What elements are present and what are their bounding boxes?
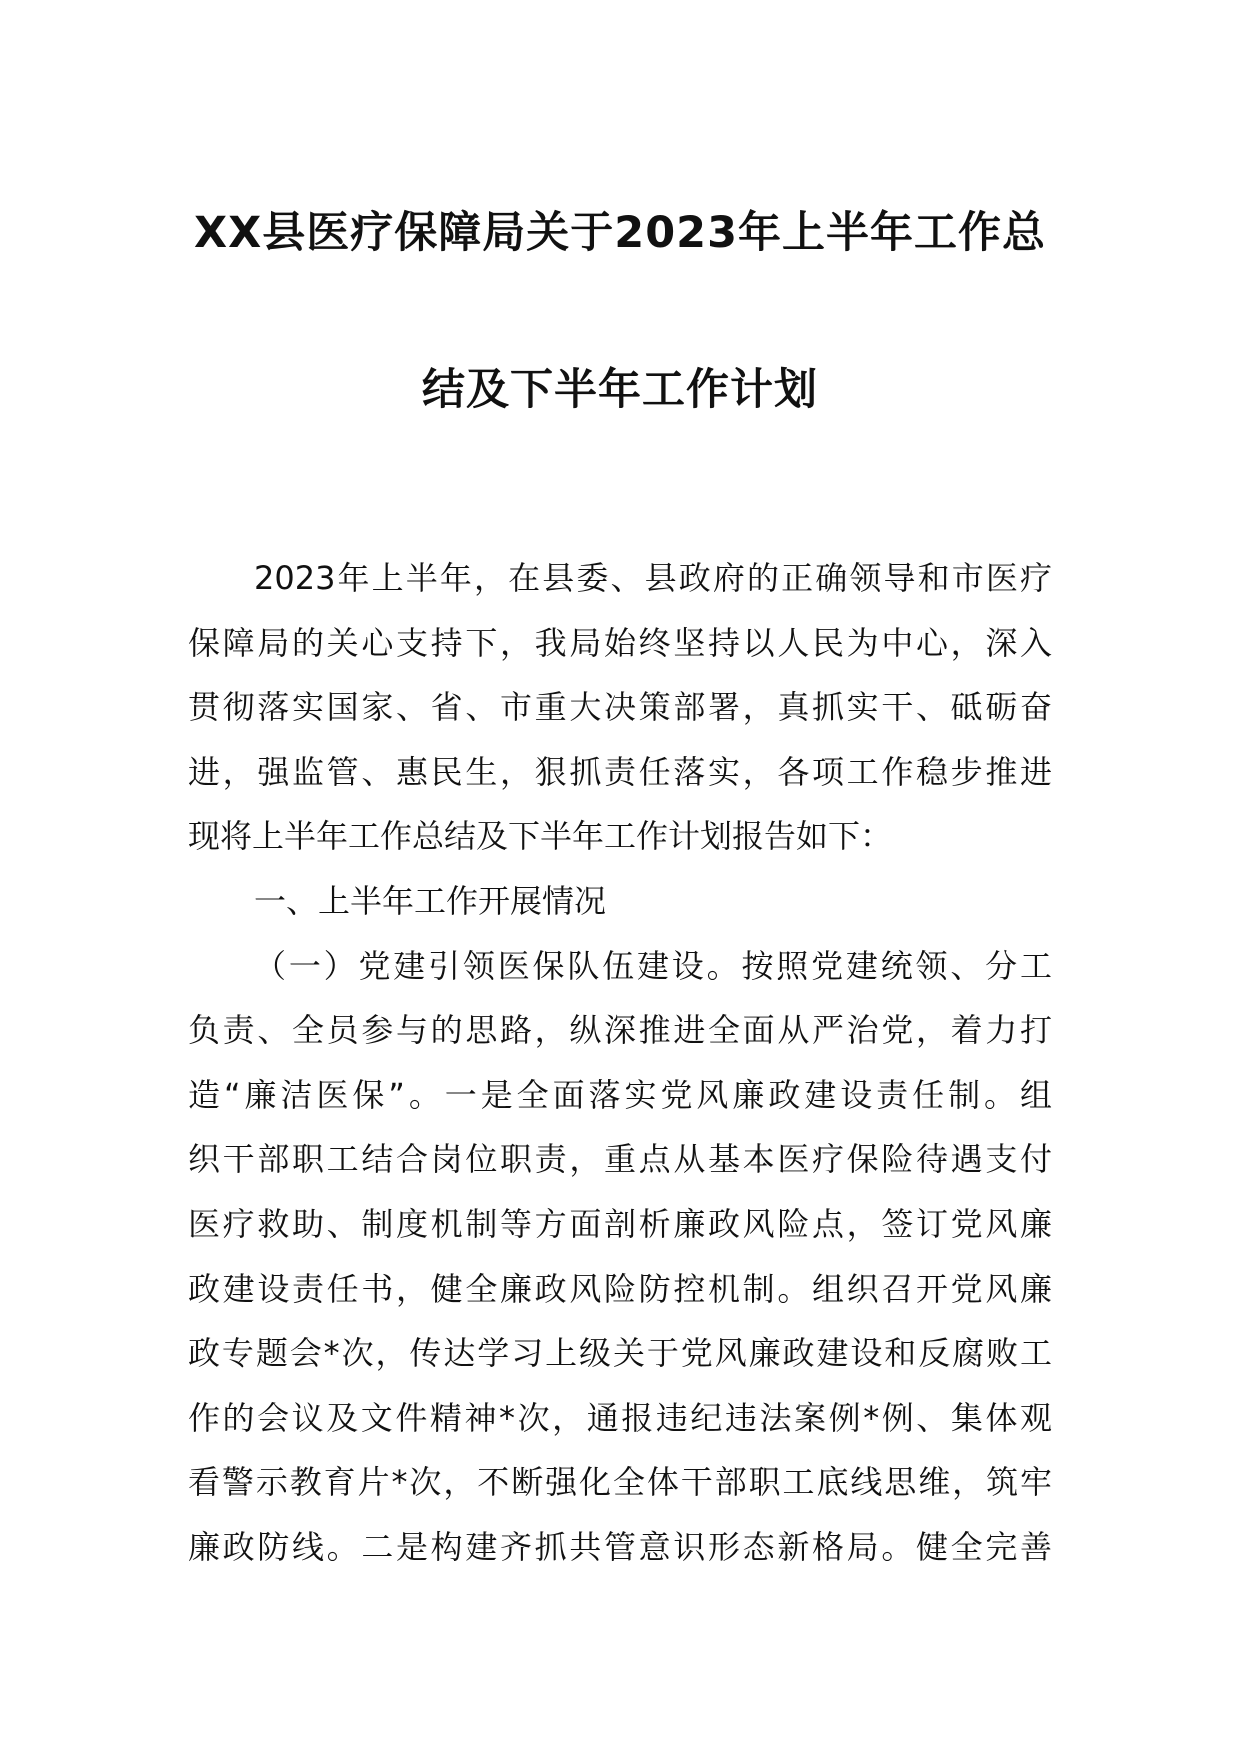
body-line-8: 负责、全员参与的思路，纵深推进全面从严治党，着力打: [188, 1011, 1052, 1050]
body-line-1: 2023年上半年，在县委、县政府的正确领导和市医疗: [254, 559, 1052, 597]
body-line-9: 造“廉洁医保”。一是全面落实党风廉政建设责任制。组: [188, 1075, 1052, 1114]
body-line-14: 作的会议及文件精神*次，通报违纪违法案例*例、集体观: [188, 1398, 1052, 1437]
section-heading-1: 一、上半年工作开展情况: [254, 881, 607, 920]
body-line-12: 政建设责任书，健全廉政风险防控机制。组织召开党风廉: [188, 1269, 1052, 1308]
document-title-line-1: XX县医疗保障局关于2023年上半年工作总: [194, 208, 1046, 258]
body-line-13: 政专题会*次，传达学习上级关于党风廉政建设和反腐败工: [188, 1334, 1052, 1373]
document-title-line-2: 结及下半年工作计划: [422, 365, 818, 415]
body-line-16: 廉政防线。二是构建齐抓共管意识形态新格局。健全完善: [188, 1527, 1052, 1566]
body-line-5: 现将上半年工作总结及下半年工作计划报告如下：: [188, 817, 893, 856]
body-line-2: 保障局的关心支持下，我局始终坚持以人民为中心，深入: [188, 623, 1052, 662]
document-body: [188, 546, 1052, 1580]
body-line-4: 进，强监管、惠民生，狠抓责任落实，各项工作稳步推进: [188, 752, 1052, 791]
body-line-15: 看警示教育片*次，不断强化全体干部职工底线思维，筑牢: [188, 1463, 1052, 1502]
body-line-3: 贯彻落实国家、省、市重大决策部署，真抓实干、砥砺奋: [188, 688, 1052, 727]
body-line-7: （一）党建引领医保队伍建设。按照党建统领、分工: [254, 946, 1052, 985]
body-line-10: 织干部职工结合岗位职责，重点从基本医疗保险待遇支付: [188, 1140, 1052, 1179]
body-line-11: 医疗救助、制度机制等方面剖析廉政风险点，签订党风廉: [188, 1204, 1052, 1243]
